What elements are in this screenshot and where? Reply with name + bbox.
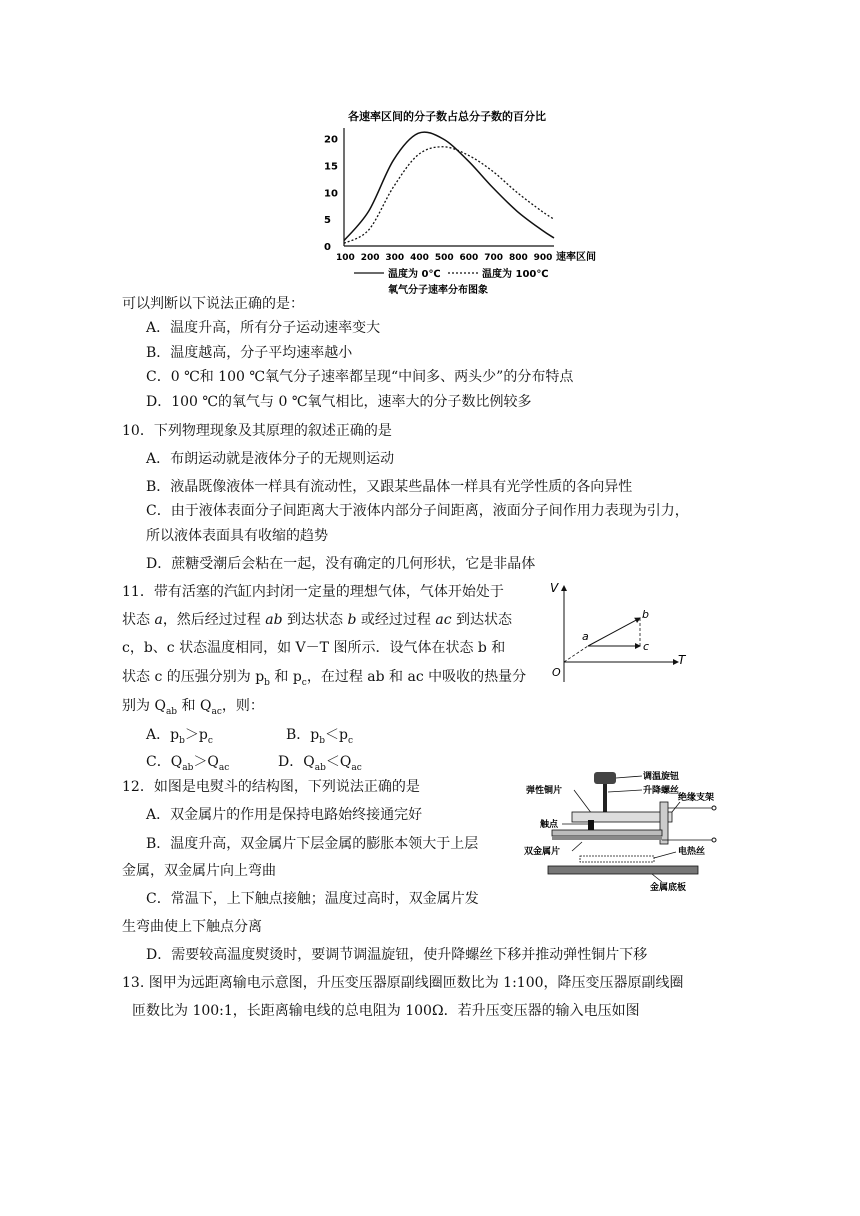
q12-stem: 12．如图是电熨斗的结构图，下列说法正确的是	[122, 779, 420, 795]
point-a-label: a	[582, 630, 589, 643]
point-b-label: b	[642, 608, 649, 621]
vt-graph	[540, 578, 700, 688]
x-tick-label: 600	[459, 253, 479, 263]
bimetal-strip	[552, 830, 662, 836]
legend-dotted-label: 温度为 100℃	[482, 269, 549, 280]
q11-option-a: A．$p_b>p_c$	[146, 727, 213, 746]
q11-option-c: C．$Q_{ab}>Q_{ac}$	[146, 754, 230, 773]
bimetal-label: 双金属片	[524, 847, 561, 857]
t-axis-label: T	[678, 653, 686, 667]
x-tick-label: 200	[360, 253, 380, 263]
q11-line1: 11．带有活塞的汽缸内封闭一定量的理想气体，气体开始处于	[122, 584, 504, 600]
q9-option-d: D．100 ℃的氧气与 0 ℃氧气相比，速率大的分子数比例较多	[146, 394, 532, 410]
series-0c-line	[344, 132, 554, 241]
q9-option-a: A．温度升高，所有分子运动速率变大	[146, 320, 381, 336]
q9-option-b: B．温度越高，分子平均速率越小	[146, 345, 353, 361]
q10-option-b: B．液晶既像液体一样具有流动性，又跟某些晶体一样具有光学性质的各向异性	[146, 479, 633, 495]
x-tick-label: 700	[484, 253, 504, 263]
y-tick-label: 0	[324, 242, 331, 253]
y-tick-label: 15	[324, 161, 338, 173]
q12-option-c-line2: 生弯曲使上下触点分离	[122, 919, 262, 935]
q10-stem: 10．下列物理现象及其原理的叙述正确的是	[122, 423, 392, 439]
metal-base	[548, 866, 698, 874]
q13-line2: 匝数比为 100:1，长距离输电线的总电阻为 100Ω．若升压变压器的输入电压如图	[132, 1003, 640, 1019]
q11-line3: c，b、c 状态温度相同，如 V－T 图所示．设气体在状态 b 和	[122, 640, 506, 656]
knob	[594, 772, 616, 784]
q12-option-b-line2: 金属，双金属片向上弯曲	[122, 863, 276, 879]
figure-caption: 氧气分子速率分布图象	[388, 285, 488, 296]
screw	[603, 784, 607, 816]
knob-label: 调温旋钮	[643, 772, 680, 782]
q10-option-d: D．蔗糖受潮后会粘在一起，没有确定的几何形状，它是非晶体	[146, 556, 536, 572]
insulating-support	[572, 812, 672, 822]
x-tick-label: 100	[336, 253, 355, 263]
heater-wire	[580, 856, 654, 862]
y-tick-label: 5	[324, 215, 331, 227]
q10-option-a: A．布朗运动就是液体分子的无规则运动	[146, 451, 395, 467]
q11-option-b: B．$p_b<p_c$	[286, 727, 354, 746]
x-tick-label: 400	[410, 253, 429, 263]
q11-line2: 状态 a，然后经过过程 ab 到达状态 b 或经过过程 ac 到达状态	[122, 612, 512, 628]
screw-label: 升降螺丝	[643, 786, 680, 796]
chart-title: 各速率区间的分子数占总分子数的百分比	[348, 110, 546, 123]
series-100c-line	[344, 147, 554, 244]
q9-stem: 可以判断以下说法正确的是：	[122, 296, 304, 312]
heater-label: 电热丝	[678, 847, 706, 857]
copper-label: 弹性铜片	[526, 786, 563, 796]
y-tick-label: 10	[324, 188, 338, 200]
q12-option-b-line1: B．温度升高，双金属片下层金属的膨胀本领大于上层	[146, 836, 479, 852]
x-tick-label: 800	[508, 253, 528, 263]
y-tick-label: 20	[324, 134, 338, 146]
q10-option-c-line2: 所以液体表面具有收缩的趋势	[146, 528, 328, 544]
contact-label: 触点	[540, 820, 559, 830]
dashed-guide	[564, 646, 588, 662]
origin-label: O	[552, 666, 561, 679]
q10-option-c-line1: C．由于液体表面分子间距离大于液体内部分子间距离，液面分子间作用力表现为引力，	[146, 503, 689, 519]
q11-line4: 状态 c 的压强分别为 $p_b$ 和 $p_c$，在过程 ab 和 ac 中吸收的热量分	[122, 669, 527, 688]
q12-option-c-line1: C．常温下，上下触点接触；温度过高时，双金属片发	[146, 891, 479, 907]
x-tick-label: 500	[434, 253, 454, 263]
x-tick-label: 300	[385, 253, 405, 263]
legend-solid-label: 温度为 0℃	[388, 269, 441, 280]
x-tick-label: 900	[533, 253, 553, 263]
point-c-label: c	[643, 640, 650, 653]
q11-option-d: D．$Q_{ab}<Q_{ac}$	[278, 754, 362, 773]
velocity-distribution-figure	[318, 100, 618, 300]
base-label: 金属底板	[650, 883, 687, 893]
q12-option-d: D．需要较高温度熨烫时，要调节调温旋钮，使升降螺丝下移并推动弹性铜片下移	[146, 947, 648, 963]
v-axis-label: V	[550, 581, 559, 595]
process-ab	[588, 618, 640, 646]
q9-option-c: C．0 ℃和 100 ℃氧气分子速率都呈现“中间多、两头少”的分布特点	[146, 369, 574, 385]
x-axis-label: 速率区间	[556, 252, 596, 263]
q13-line1: 13. 图甲为远距离输电示意图，升压变压器原副线圈匝数比为 1:100，降压变压器原副线圈	[122, 975, 684, 991]
q11-line5: 别为 $Q_{ab}$ 和 $Q_{ac}$，则：	[122, 698, 264, 717]
q12-option-a: A．双金属片的作用是保持电路始终接通完好	[146, 807, 423, 823]
support-label: 绝缘支架	[678, 793, 715, 803]
electric-iron-diagram	[522, 768, 738, 900]
